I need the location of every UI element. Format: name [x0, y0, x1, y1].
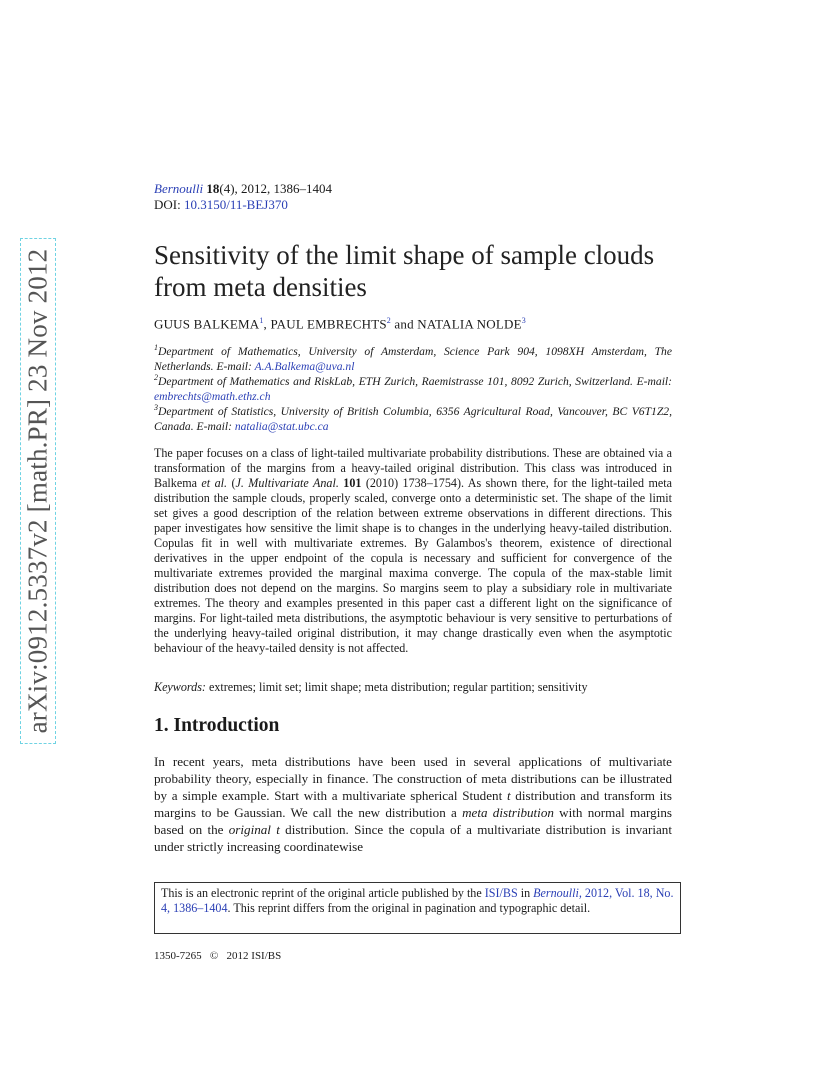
email-link[interactable]: natalia@stat.ubc.ca [234, 419, 329, 433]
abstract: The paper focuses on a class of light-tailed multivariate probability distributions. These are obtained via a transformation of the margins from a heavy-tailed original distribution. This class was introduced in Balkema et al. (J. Multivariate Anal. 101 (2010) 1738–1754). As shown there, for the light-tailed meta distribution the sample clouds, properly scaled, converge onto a deterministic set. The shape of the limit set gives a good description of the relation between extreme observations in different directions. This paper investigates how sensitive the limit shape is to changes in the underlying heavy-tailed distribution. Copulas fit in well with multivariate extremes. By Galambos's theorem, existence of directional derivatives in the upper endpoint of the copula is necessary and sufficient for convergence of the multivariate extremes provided the marginal maxima converge. The copula of the max-stable limit distribution does not depend on the margins. So margins seem to play a subsidiary role in multivariate extremes. The theory and examples presented in this paper cast a different light on the significance of margins. For light-tailed meta distributions, the asymptotic behaviour is very sensitive to perturbations of the underlying heavy-tailed original distribution, it may change drastically even when the asymptotic behaviour of the heavy-tailed density is not affected. [154, 446, 672, 655]
author-name: GUUS BALKEMA [154, 316, 260, 332]
journal-citation [154, 181, 672, 196]
author-affiliation-ref[interactable]: 2 [386, 316, 391, 325]
doi-label: DOI: [154, 197, 181, 212]
arxiv-stamp-text: arXiv:0912.5337v2 [math.PR] 23 Nov 2012 [22, 248, 53, 734]
journal-issue: (4), 2012, 1386–1404 [219, 181, 333, 196]
journal-link[interactable]: Bernoulli, [533, 886, 582, 900]
affiliation-1: $^1$Department of Mathematics, University of Amsterdam, Science Park 904, 1098XH Amsterdam, The Netherlands. E-mail: A.A.Balkema@uva.nl [154, 343, 672, 373]
author-name: PAUL EMBRECHTS [270, 316, 387, 332]
keywords-label: Keywords: [154, 680, 206, 694]
author-affiliation-ref[interactable]: 1 [259, 316, 264, 325]
author-name: NATALIA NOLDE [417, 316, 522, 332]
reprint-notice-box: This is an electronic reprint of the original article published by the ISI/BS in Bernoulli, 2012, Vol. 18, No. 4, 1386–1404. This reprint differs from the original in pagination and typographic detail. [154, 882, 681, 934]
copyright-text: 2012 ISI/BS [226, 950, 282, 962]
paper-title: Sensitivity of the limit shape of sample clouds from meta densities [154, 240, 655, 302]
affiliation-2: $^2$Department of Mathematics and RiskLab, ETH Zurich, Raemistrasse 101, 8092 Zurich, Switzerland. E-mail: embrechts@math.ethz.ch [154, 373, 672, 403]
isi-bs-link[interactable]: ISI/BS [484, 886, 518, 900]
intro-paragraph: In recent years, meta distributions have been used in several applications of multivariate probability theory, especially in finance. The construction of meta distributions can be illustrated by a simple example. Start with a multivariate spherical Student t distribution and transform its margins to be Gaussian. We call the new distribution a meta distribution with normal margins based on the original t distribution. Since the copula of a multivariate distribution is invariant under strictly increasing coordinatewise [154, 754, 672, 854]
affiliation-3: $^3$Department of Statistics, University of British Columbia, 6356 Agricultural Road, Vancouver, BC V6T1Z2, Canada. E-mail: natalia@stat.ubc.ca [154, 403, 672, 433]
section-heading: 1. Introduction [154, 715, 280, 736]
journal-link[interactable]: Bernoulli [154, 181, 204, 196]
doi-line [154, 197, 672, 212]
copyright-symbol: © [209, 950, 219, 962]
arxiv-side-stamp [20, 238, 56, 744]
issn: 1350-7265 [154, 950, 202, 962]
email-link[interactable]: A.A.Balkema@uva.nl [254, 359, 355, 373]
email-link[interactable]: embrechts@math.ethz.ch [154, 389, 271, 403]
doi-link[interactable]: 10.3150/11-BEJ370 [183, 197, 288, 212]
citation-link[interactable]: 2012, Vol. 18, No. 4, 1386–1404 [161, 886, 674, 915]
author-list: GUUS BALKEMA$^1$, PAUL EMBRECHTS$^2$ and NATALIA NOLDE$^3$ [154, 316, 526, 332]
author-affiliation-ref[interactable]: 3 [521, 316, 526, 325]
journal-volume: 18 [206, 181, 220, 196]
issn-copyright-line [154, 950, 672, 962]
keywords: Keywords: extremes; limit set; limit shape; meta distribution; regular partition; sensitivity [154, 680, 588, 694]
